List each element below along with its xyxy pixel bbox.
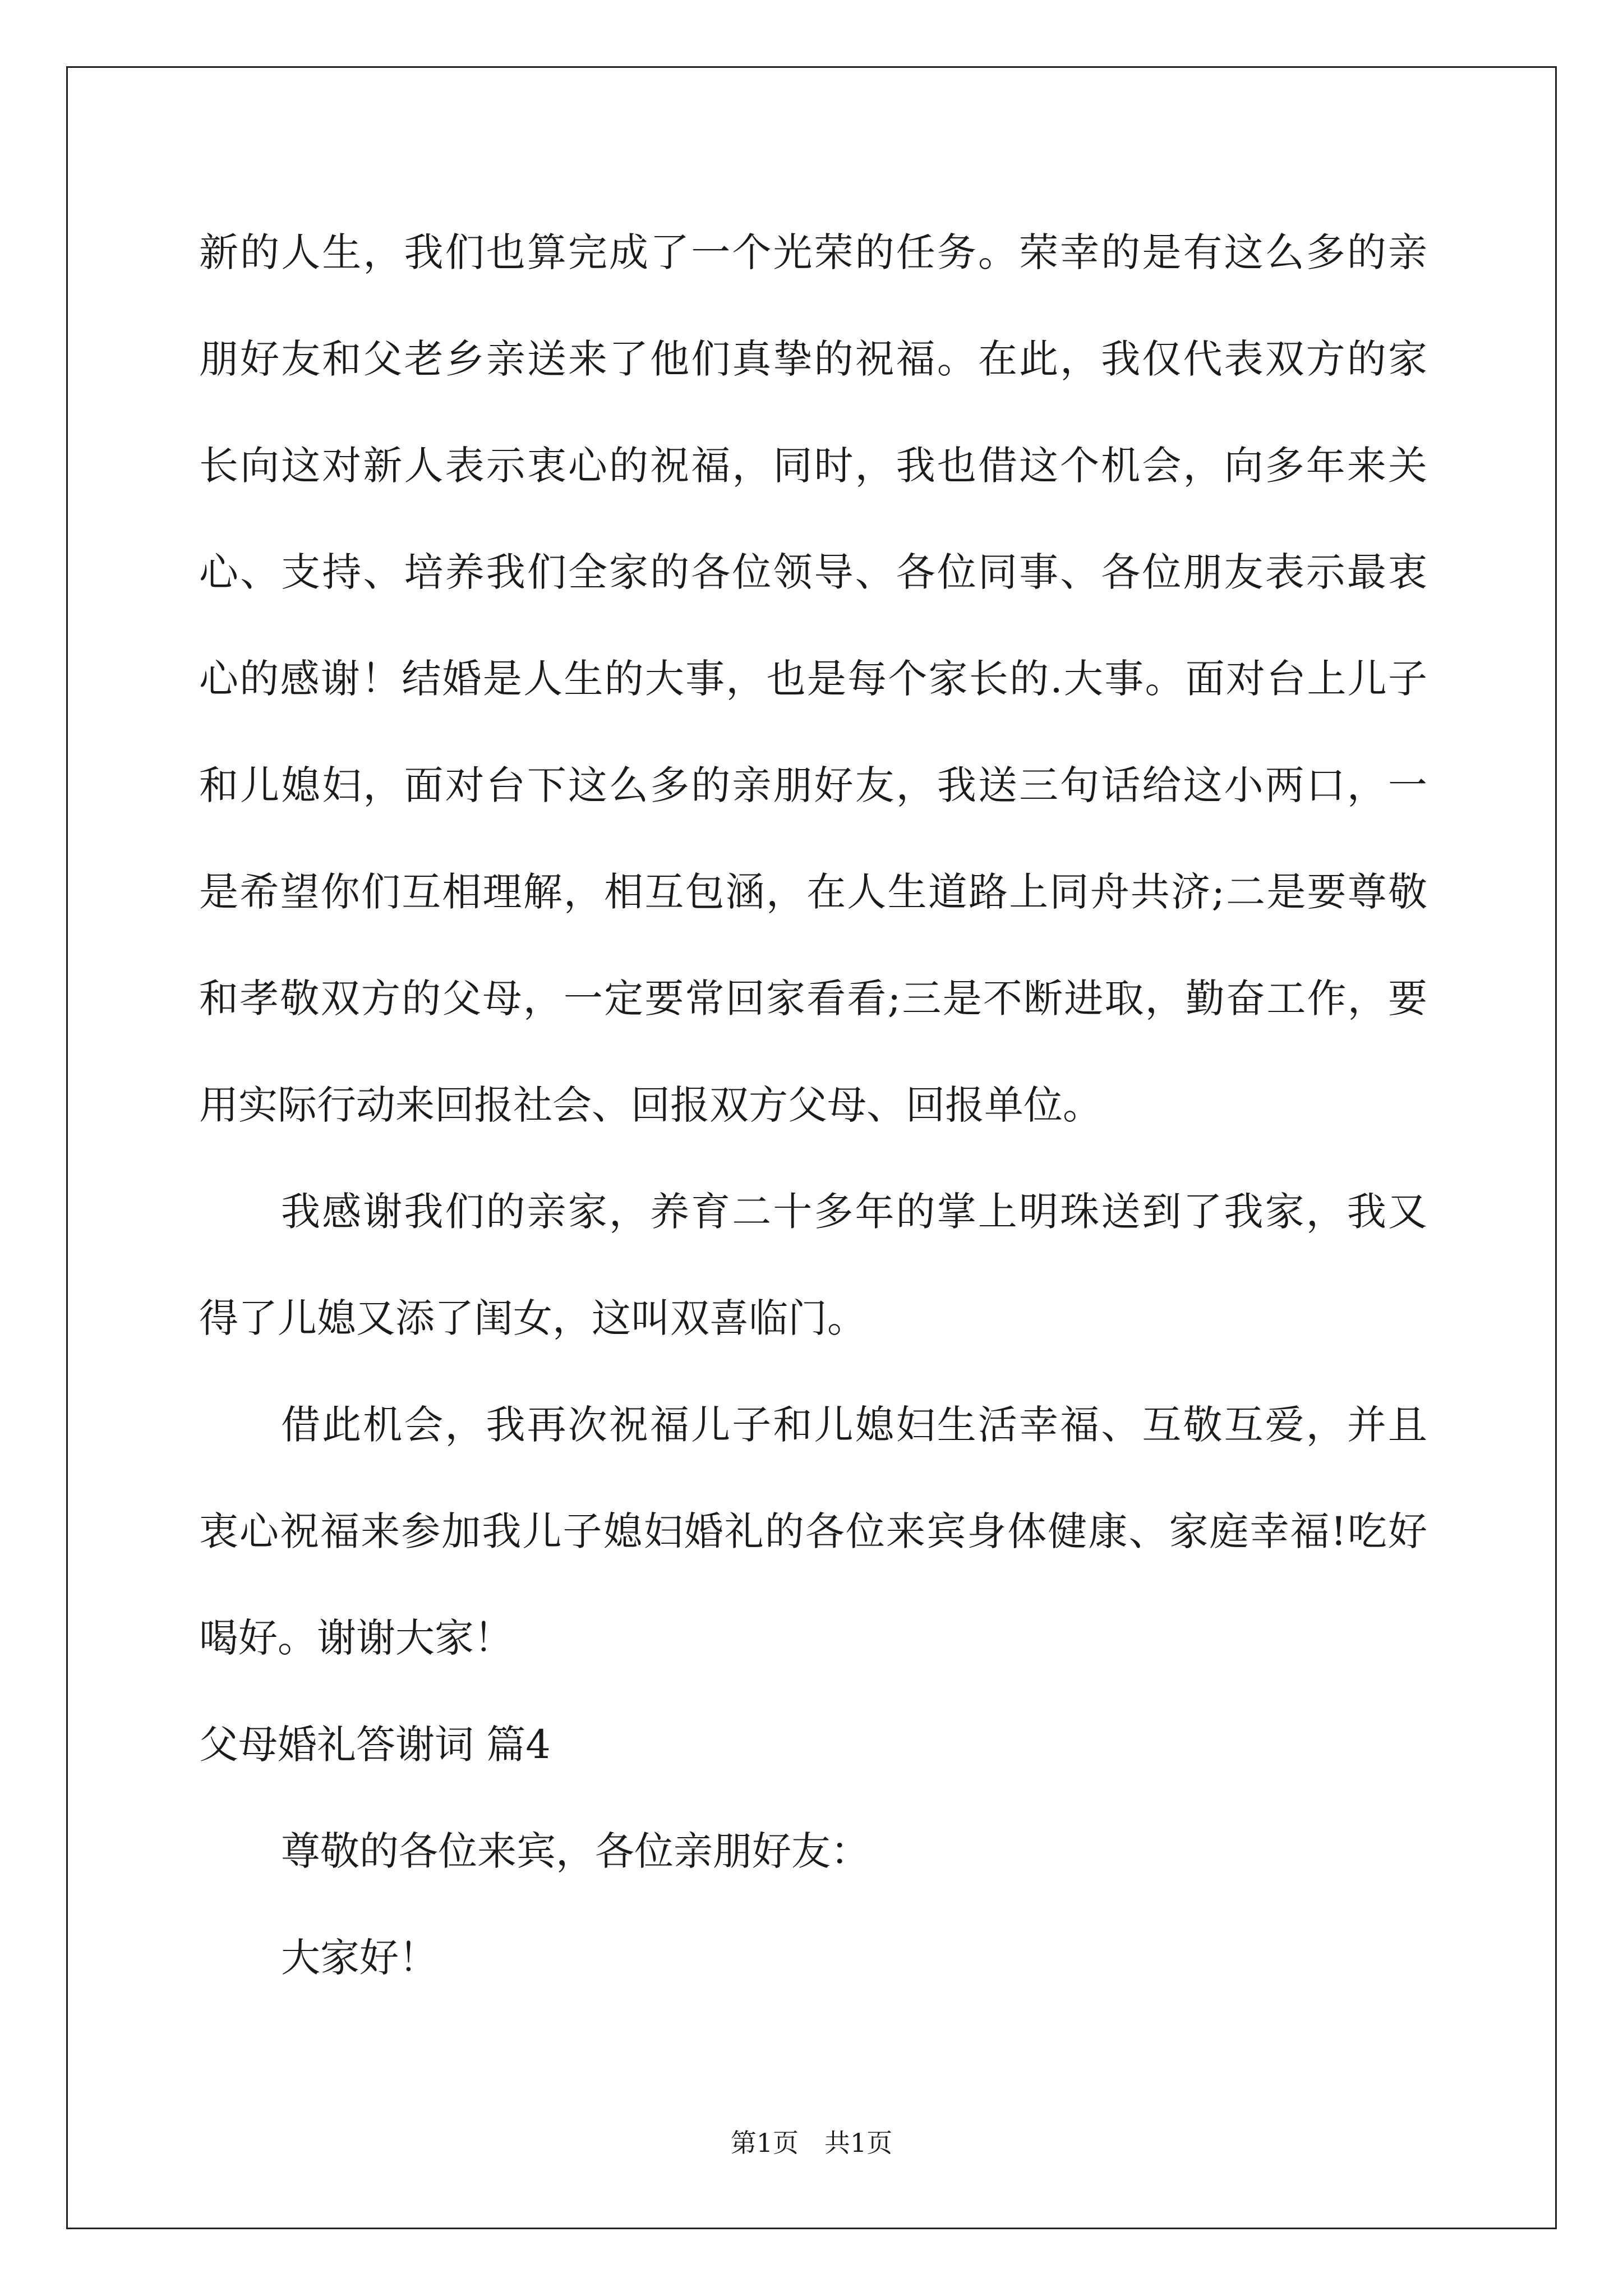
paragraph-line: 喝好。谢谢大家！ xyxy=(199,1615,513,1661)
salutation-line: 尊敬的各位来宾，各位亲朋好友： xyxy=(281,1828,870,1874)
paragraph-line: 衷心祝福来参加我儿子媳妇婚礼的各位来宾身体健康、家庭幸福!吃好 xyxy=(199,1508,1427,1554)
paragraph-line: 得了儿媳又添了闺女，这叫双喜临门。 xyxy=(199,1295,866,1341)
section-heading: 父母婚礼答谢词 篇4 xyxy=(199,1722,551,1768)
paragraph-line: 和儿媳妇，面对台下这么多的亲朋好友，我送三句话给这小两口，一 xyxy=(199,762,1427,808)
paragraph-line: 心、支持、培养我们全家的各位领导、各位同事、各位朋友表示最衷 xyxy=(199,549,1427,595)
paragraph-line: 和孝敬双方的父母，一定要常回家看看;三是不断进取，勤奋工作，要 xyxy=(199,976,1427,1022)
paragraph-line: 借此机会，我再次祝福儿子和儿媳妇生活幸福、互敬互爱，并且 xyxy=(281,1402,1427,1448)
paragraph-line: 我感谢我们的亲家，养育二十多年的掌上明珠送到了我家，我又 xyxy=(281,1189,1427,1235)
document-body xyxy=(199,199,1427,2011)
paragraph-line: 新的人生，我们也算完成了一个光荣的任务。荣幸的是有这么多的亲 xyxy=(199,229,1427,275)
paragraph-line: 心的感谢！结婚是人生的大事，也是每个家长的.大事。面对台上儿子 xyxy=(199,656,1427,702)
paragraph-line: 用实际行动来回报社会、回报双方父母、回报单位。 xyxy=(199,1082,1102,1128)
paragraph-line: 长向这对新人表示衷心的祝福，同时，我也借这个机会，向多年来关 xyxy=(199,443,1427,489)
paragraph-line: 是希望你们互相理解，相互包涵，在人生道路上同舟共济;二是要尊敬 xyxy=(199,869,1427,915)
greeting-line: 大家好！ xyxy=(281,1935,438,1981)
paragraph-line: 朋好友和父老乡亲送来了他们真挚的祝福。在此，我仅代表双方的家 xyxy=(199,336,1427,382)
page-number: 第1页 共1页 xyxy=(730,2128,893,2158)
